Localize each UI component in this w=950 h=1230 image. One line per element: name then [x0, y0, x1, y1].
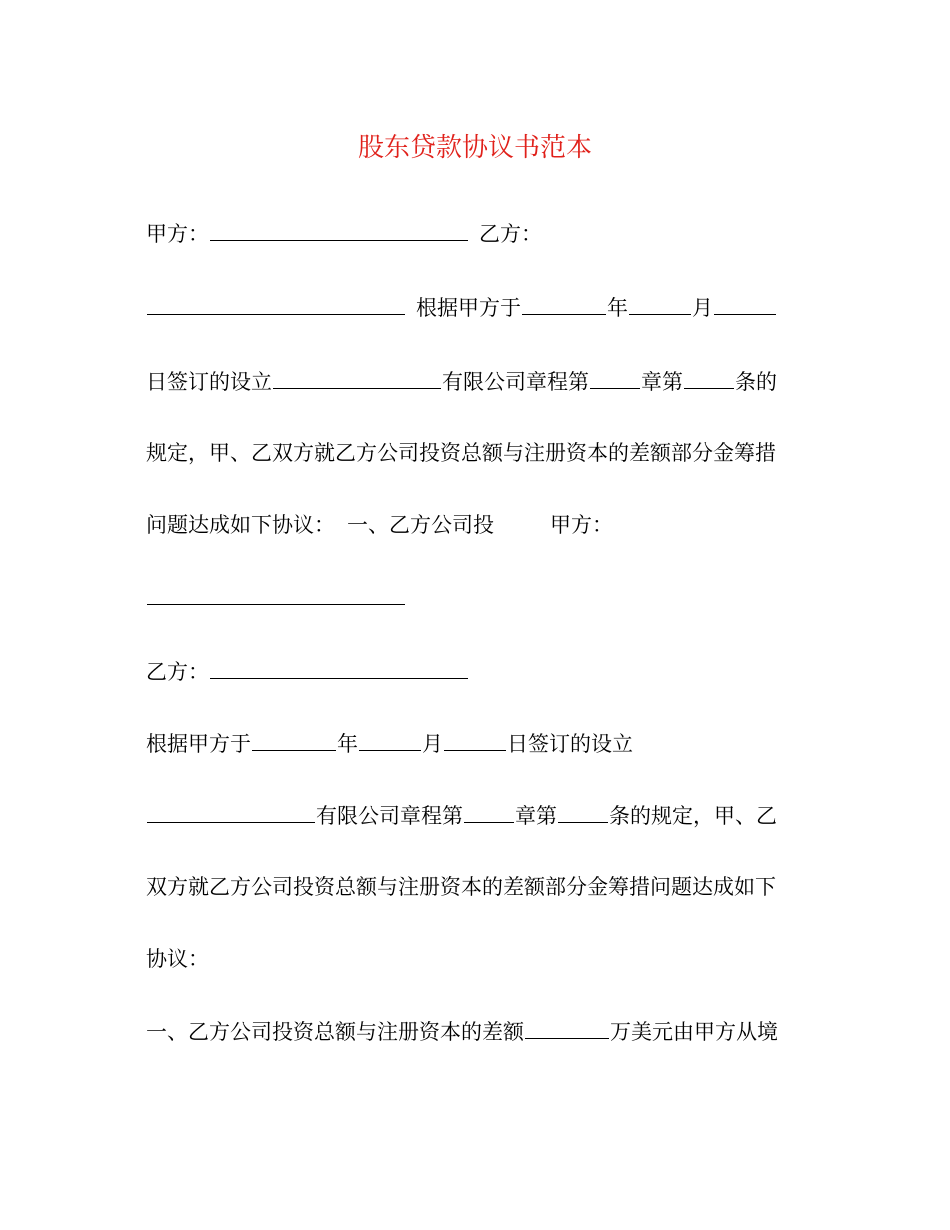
agreement-line-8	[146, 728, 806, 759]
text-segment: 规定，甲、乙双方就乙方公司投资总额与注册资本的差额部分金筹措	[146, 441, 776, 465]
party-a-line-1	[146, 218, 806, 249]
agreement-line-5	[146, 510, 806, 540]
blank-field	[464, 800, 514, 823]
party-b-label: 乙方：	[146, 660, 209, 684]
blank-field	[558, 800, 608, 823]
party-b-line-7	[146, 656, 806, 687]
agreement-line-2	[146, 292, 806, 323]
blank-field	[252, 728, 336, 751]
blank-field	[522, 292, 606, 315]
text-segment: 根据甲方于	[416, 296, 521, 320]
text-segment: 一、乙方公司投	[347, 513, 494, 537]
blank-field	[444, 728, 506, 751]
text-segment: 日签订的设立	[507, 732, 633, 756]
agreement-line-6	[146, 582, 806, 613]
agreement-line-11	[146, 944, 806, 974]
agreement-line-3	[146, 366, 806, 397]
party-b-label: 乙方：	[479, 222, 542, 246]
agreement-line-12	[146, 1016, 806, 1047]
blank-field	[684, 366, 734, 389]
blank-field	[714, 292, 776, 315]
blank-field	[629, 292, 691, 315]
text-segment: 一、乙方公司投资总额与注册资本的差额	[146, 1020, 524, 1044]
party-a-label: 甲方：	[146, 222, 209, 246]
text-segment: 章第	[515, 804, 557, 828]
document-title: 股东贷款协议书范本	[357, 133, 592, 163]
blank-field	[210, 656, 468, 679]
text-segment: 月	[422, 732, 443, 756]
agreement-line-10	[146, 872, 806, 902]
blank-field	[147, 582, 405, 605]
blank-field	[147, 292, 405, 315]
blank-field	[210, 218, 468, 241]
agreement-line-9	[146, 800, 806, 831]
text-segment: 协议：	[146, 947, 209, 971]
blank-field	[359, 728, 421, 751]
text-segment: 根据甲方于	[146, 732, 251, 756]
text-segment: 有限公司章程第	[442, 370, 589, 394]
text-segment: 月	[692, 296, 713, 320]
text-segment: 条的规定，甲、乙	[609, 804, 777, 828]
text-segment: 年	[607, 296, 628, 320]
text-segment: 有限公司章程第	[316, 804, 463, 828]
text-segment: 问题达成如下协议：	[146, 513, 335, 537]
party-a-label: 甲方：	[550, 513, 613, 537]
blank-field	[147, 800, 315, 823]
text-segment: 条的	[735, 370, 777, 394]
blank-field	[590, 366, 640, 389]
text-segment: 万美元由甲方从境	[610, 1020, 778, 1044]
text-segment: 章第	[641, 370, 683, 394]
agreement-line-4	[146, 438, 806, 468]
text-segment: 双方就乙方公司投资总额与注册资本的差额部分金筹措问题达成如下	[146, 875, 776, 899]
blank-field	[273, 366, 441, 389]
blank-field	[525, 1016, 609, 1039]
text-segment: 日签订的设立	[146, 370, 272, 394]
text-segment: 年	[337, 732, 358, 756]
